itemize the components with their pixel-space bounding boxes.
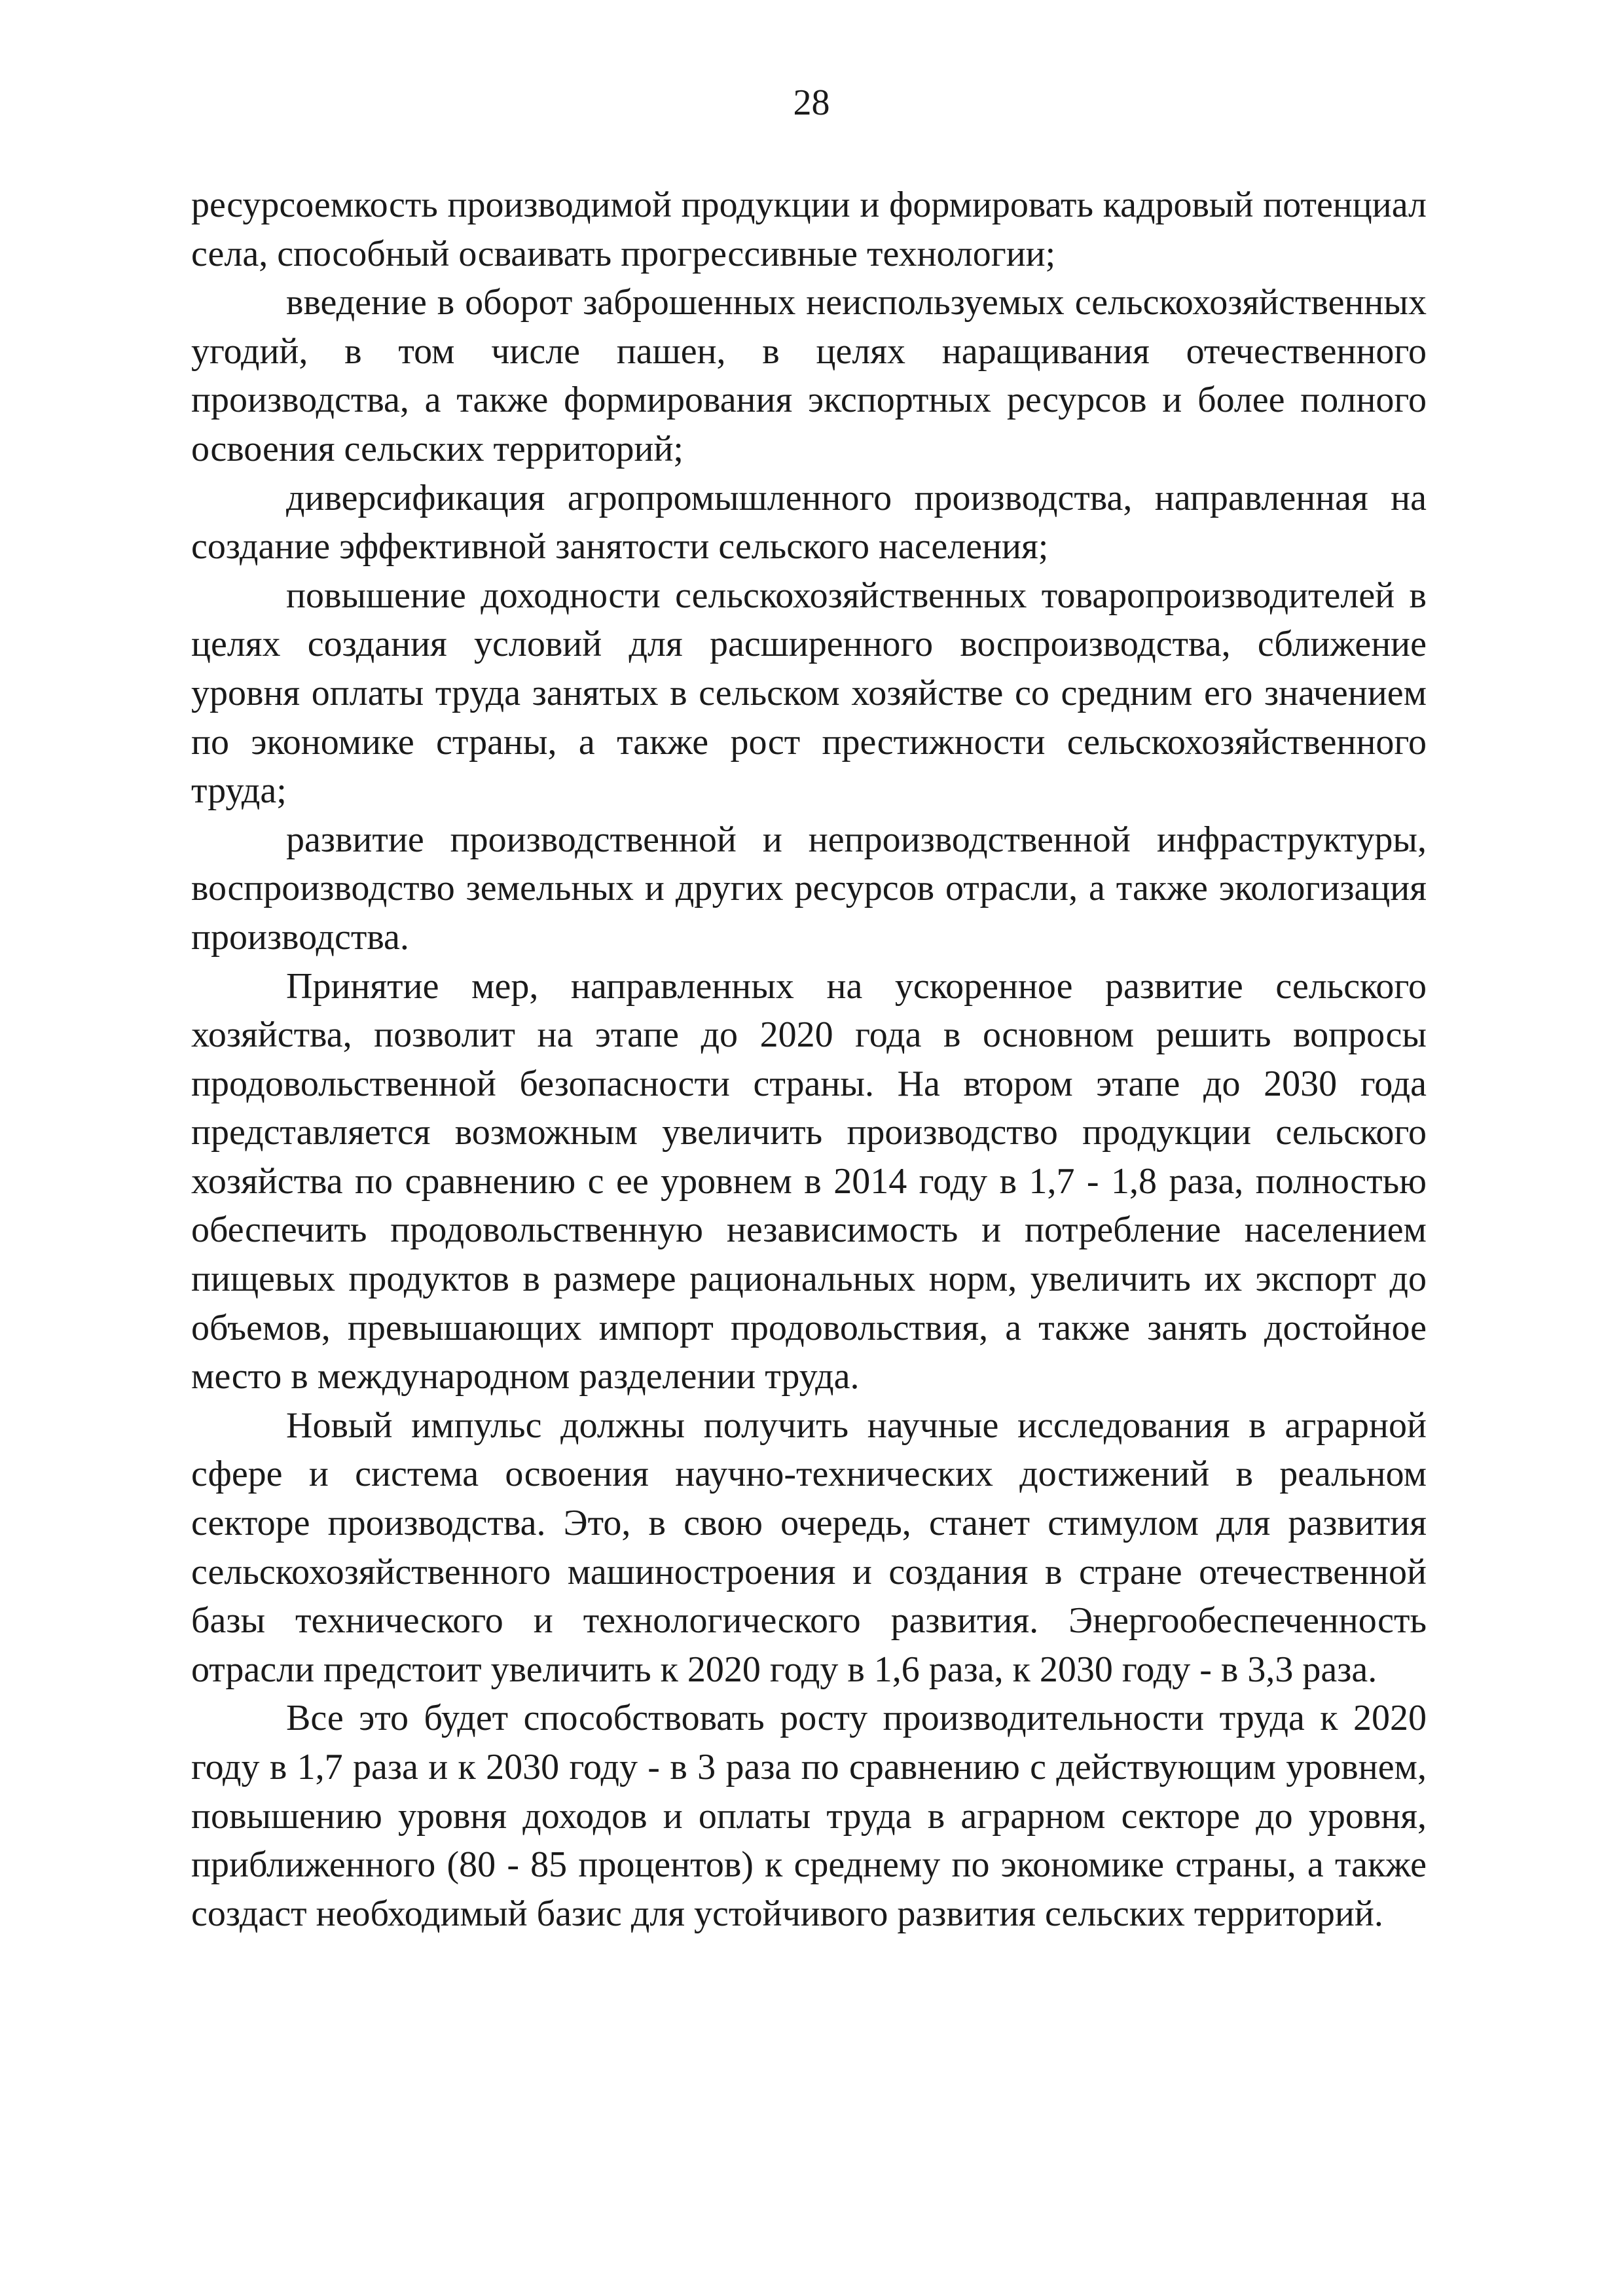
paragraph-research: Новый импульс должны получить научные исследования в аграрной сфере и система освоения научно-технических достижений в реальном секторе производства. Это, в свою очередь, станет стимулом для развития сельскохозяйственного машиностроения и создания в стране отечественной базы технического и технологического развития. Энергообеспеченность отрасли предстоит увеличить к 2020 году в 1,6 раза, к 2030 году - в 3,3 раза.: [191, 1405, 1427, 1690]
page-number: 28: [793, 82, 830, 123]
body-text: [191, 181, 1427, 1938]
paragraph-productivity: Все это будет способствовать росту производительности труда к 2020 году в 1,7 раза и к 2030 году - в 3 раза по сравнению с действующим уровнем, повышению уровня доходов и оплаты труда в аграрном секторе до уровня, приближенного (80 - 85 процентов) к среднему по экономике страны, а также создаст необходимый базис для устойчивого развития сельских территорий.: [191, 1698, 1427, 1934]
paragraph-abandoned-lands: введение в оборот заброшенных неиспользуемых сельскохозяйственных угодий, в том числе пашен, в целях наращивания отечественного производства, а также формирования экспортных ресурсов и более полного освоения сельских территорий;: [191, 282, 1427, 469]
paragraph-continuation: ресурсоемкость производимой продукции и формировать кадровый потенциал села, способный осваивать прогрессивные технологии;: [191, 185, 1427, 274]
paragraph-infrastructure: развитие производственной и непроизводственной инфраструктуры, воспроизводство земельных и других ресурсов отрасли, а также экологизация производства.: [191, 819, 1427, 958]
paragraph-diversification: диверсификация агропромышленного производства, направленная на создание эффективной занятости сельского населения;: [191, 477, 1427, 567]
paragraph-measures: Принятие мер, направленных на ускоренное развитие сельского хозяйства, позволит на этапе до 2020 года в основном решить вопросы продовольственной безопасности страны. На втором этапе до 2030 года представляется возможным увеличить производство продукции сельского хозяйства по сравнению с ее уровнем в 2014 году в 1,7 - 1,8 раза, полностью обеспечить продовольственную независимость и потребление населением пищевых продуктов в размере рациональных норм, увеличить их экспорт до объемов, превышающих импорт продовольствия, а также занять достойное место в международном разделении труда.: [191, 965, 1427, 1397]
paragraph-income-growth: повышение доходности сельскохозяйственных товаропроизводителей в целях создания условий для расширенного воспроизводства, сближение уровня оплаты труда занятых в сельском хозяйстве со средним его значением по экономике страны, а также рост престижности сельскохозяйственного труда;: [191, 575, 1427, 812]
